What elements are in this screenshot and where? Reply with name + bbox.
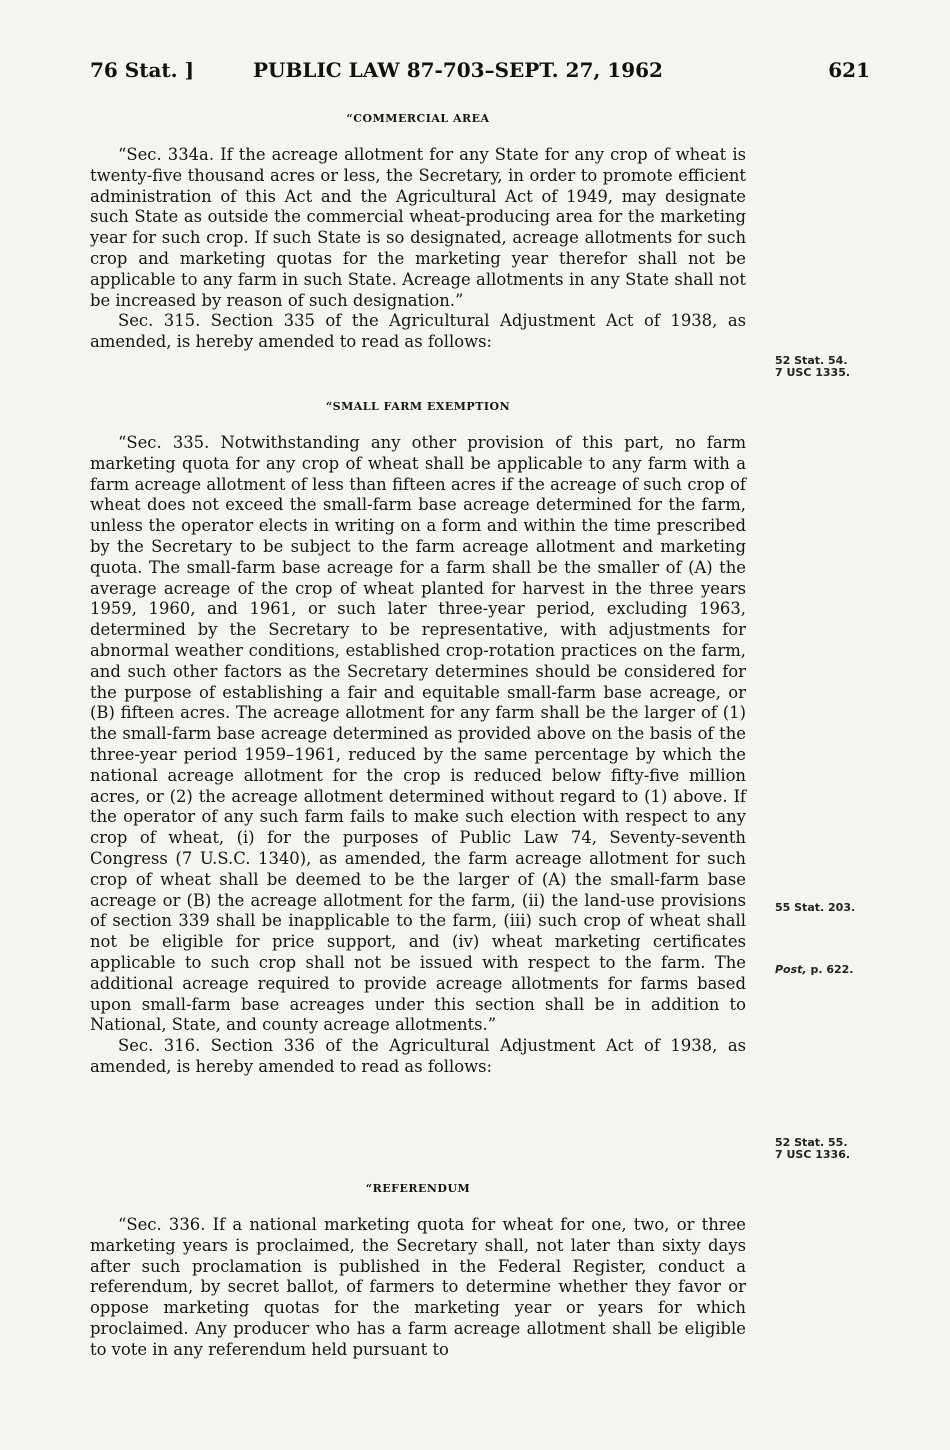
- margin-citation-line: 7 USC 1336.: [775, 1148, 851, 1161]
- section-336-block: [90, 1215, 746, 1361]
- margin-citation-52-stat-55: [775, 1137, 850, 1161]
- section-335-block: [90, 433, 746, 1078]
- margin-citation-line: 52 Stat. 55.: [775, 1136, 848, 1149]
- margin-citation-line: p. 622.: [806, 963, 854, 976]
- section-315-paragraph: Sec. 315. Section 335 of the Agricultural Adjustment Act of 1938, as amended, is hereby amended to read as follows:: [90, 311, 746, 352]
- referendum-heading: “REFERENDUM: [365, 1182, 471, 1195]
- public-law-title: PUBLIC LAW 87-703–SEPT. 27, 1962: [253, 58, 663, 82]
- margin-citation-post-622: [775, 964, 853, 976]
- volume-reference: 76 Stat. ]: [90, 58, 195, 82]
- section-334a-block: [90, 145, 746, 353]
- section-334a-paragraph: “Sec. 334a. If the acreage allotment for any State for any crop of wheat is twenty-five thousand acres or less, the Secretary, in order to promote efficient administration of this Act and the Agricultural Act of 1949, may designate such State as outside the commercial wheat-producing area for the marketing year for such crop. If such State is so designated, acreage allotments for such crop and marketing quotas for the marketing year therefor shall not be applicable to any farm in such State. Acreage allotments in any State shall not be increased by reason of such designation.”: [90, 145, 746, 310]
- section-316-paragraph: Sec. 316. Section 336 of the Agricultural Adjustment Act of 1938, as amended, is hereby amended to read as follows:: [90, 1036, 746, 1076]
- margin-citation-line: 7 USC 1335.: [775, 366, 851, 379]
- margin-citation-line: 52 Stat. 54.: [775, 354, 848, 367]
- margin-citation-italic: Post,: [775, 963, 807, 976]
- margin-citation-line: 55 Stat. 203.: [775, 901, 856, 914]
- section-335-paragraph: “Sec. 335. Notwithstanding any other provision of this part, no farm marketing quota for any crop of wheat shall be applicable to any farm with a farm acreage allotment of less than fifteen acres if the acreage of such crop of wheat does not exceed the small-farm base acreage determined for the farm, unless the operator elects in writing on a form and within the time prescribed by the Secretary to be subject to the farm acreage allotment and marketing quota. The small-farm base acreage for a farm shall be the smaller of (A) the average acreage of the crop of wheat planted for harvest in the three years 1959, 1960, and 1961, or such later three-year period, excluding 1963, determined by the Secretary to be representative, with adjustments for abnormal weather conditions, established crop-rotation practices on the farm, and such other factors as the Secretary determines should be considered for the purpose of establishing a fair and equitable small-farm base acreage, or (B) fifteen acres. The acreage allotment for any farm shall be the larger of (1) the small-farm base acreage determined as provided above on the basis of the three-year period 1959–1961, reduced by the same percentage by which the national acreage allotment for the crop is reduced below fifty-five million acres, or (2) the acreage allotment determined without regard to (1) above. If the operator of any such farm fails to make such election with respect to any crop of wheat, (i) for the purposes of Public Law 74, Seventy-seventh Congress (7 U.S.C. 1340), as amended, the farm acreage allotment for such crop of wheat shall be deemed to be the larger of (A) the small-farm base acreage or (B) the acreage allotment for the farm, (ii) the land-use provisions of section 339 shall be inapplicable to the farm, (iii) such crop of wheat shall not be eligible for price support, and (iv) wheat marketing certificates applicable to such crop shall not be issued with respect to the farm. The additional acreage required to provide acreage allotments for farms based upon small-farm base acreages under this section shall be in addition to National, State, and county acreage allotments.”: [90, 433, 746, 1035]
- margin-citation-55-stat-203: [775, 902, 855, 914]
- page-number: 621: [828, 58, 870, 82]
- small-farm-exemption-heading: “SMALL FARM EXEMPTION: [325, 400, 511, 413]
- commercial-area-heading: “COMMERCIAL AREA: [346, 112, 490, 125]
- section-336-paragraph: “Sec. 336. If a national marketing quota for wheat for one, two, or three marketing years is proclaimed, the Secretary shall, not later than sixty days after such proclamation is published in the Federal Register, conduct a referendum, by secret ballot, of farmers to determine whether they favor or oppose marketing quotas for the marketing year or years for which proclaimed. Any producer who has a farm acreage allotment shall be eligible to vote in any referendum held pursuant to: [90, 1215, 746, 1359]
- running-header: [90, 58, 880, 88]
- margin-citation-52-stat-54: [775, 355, 850, 379]
